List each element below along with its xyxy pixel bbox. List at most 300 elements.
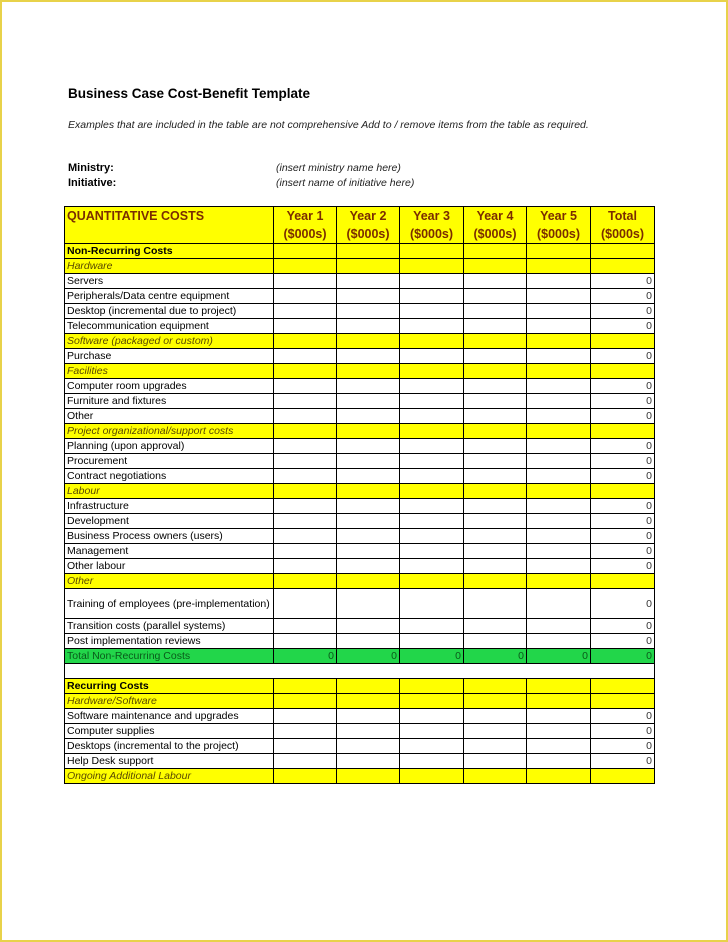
total-label: Total Non-Recurring Costs (65, 649, 274, 664)
value-cell[interactable] (527, 259, 591, 274)
value-cell[interactable] (400, 334, 464, 349)
value-cell[interactable] (400, 724, 464, 739)
header-total (591, 207, 655, 244)
value-cell[interactable] (274, 739, 337, 754)
value-cell[interactable] (591, 484, 655, 499)
value-cell[interactable] (527, 724, 591, 739)
table-row (65, 274, 655, 289)
value-cell[interactable] (337, 469, 400, 484)
row-label: Desktops (incremental to the project) (65, 739, 274, 754)
value-cell[interactable] (400, 694, 464, 709)
table-row (65, 724, 655, 739)
row-label: Computer supplies (65, 724, 274, 739)
value-cell[interactable] (400, 274, 464, 289)
subsection-header-row (65, 424, 655, 439)
value-cell[interactable] (337, 499, 400, 514)
table-row (65, 454, 655, 469)
value-cell[interactable] (400, 304, 464, 319)
value-cell[interactable] (464, 469, 527, 484)
value-cell[interactable] (274, 754, 337, 769)
row-total-cell: 0 (591, 709, 655, 724)
row-label: Other (65, 409, 274, 424)
initiative-value[interactable]: (insert name of initiative here) (276, 177, 415, 189)
row-label: Telecommunication equipment (65, 319, 274, 334)
value-cell[interactable] (527, 589, 591, 619)
value-cell[interactable] (274, 499, 337, 514)
value-cell[interactable] (527, 634, 591, 649)
subsection-header-row (65, 574, 655, 589)
value-cell[interactable] (337, 439, 400, 454)
subsection-header-row (65, 334, 655, 349)
page-title: Business Case Cost-Benefit Template (68, 86, 311, 101)
section-header-row (65, 679, 655, 694)
value-cell[interactable] (464, 589, 527, 619)
value-cell[interactable] (464, 754, 527, 769)
value-cell[interactable] (464, 439, 527, 454)
value-cell[interactable] (591, 424, 655, 439)
table-row (65, 499, 655, 514)
initiative-label: Initiative: (68, 177, 117, 189)
value-cell[interactable] (274, 259, 337, 274)
header-year-5-unit: ($000s) (536, 227, 581, 241)
table-row (65, 619, 655, 634)
total-value-cell: 0 (464, 649, 527, 664)
table-row (65, 514, 655, 529)
value-cell[interactable] (527, 244, 591, 259)
header-label: QUANTITATIVE COSTS (65, 207, 274, 244)
ministry-value[interactable]: (insert ministry name here) (276, 162, 401, 174)
value-cell[interactable] (274, 469, 337, 484)
value-cell[interactable] (527, 469, 591, 484)
row-total-cell: 0 (591, 379, 655, 394)
value-cell[interactable] (464, 259, 527, 274)
value-cell[interactable] (337, 409, 400, 424)
table-row (65, 394, 655, 409)
value-cell[interactable] (274, 574, 337, 589)
row-total-cell: 0 (591, 559, 655, 574)
value-cell[interactable] (591, 244, 655, 259)
row-total-cell: 0 (591, 304, 655, 319)
header-year-4-unit: ($000s) (473, 227, 517, 241)
value-cell[interactable] (527, 394, 591, 409)
quantitative-costs-table (64, 206, 655, 784)
value-cell[interactable] (464, 364, 527, 379)
header-total-unit: ($000s) (600, 227, 645, 241)
value-cell[interactable] (464, 274, 527, 289)
value-cell[interactable] (274, 394, 337, 409)
value-cell[interactable] (464, 304, 527, 319)
value-cell[interactable] (274, 274, 337, 289)
value-cell[interactable] (464, 514, 527, 529)
value-cell[interactable] (337, 544, 400, 559)
value-cell[interactable] (464, 529, 527, 544)
value-cell[interactable] (337, 589, 400, 619)
value-cell[interactable] (274, 454, 337, 469)
value-cell[interactable] (337, 739, 400, 754)
table-row (65, 544, 655, 559)
row-label: Development (65, 514, 274, 529)
subsection-header-row (65, 769, 655, 784)
value-cell[interactable] (274, 694, 337, 709)
header-year-4 (464, 207, 527, 244)
value-cell[interactable] (400, 349, 464, 364)
value-cell[interactable] (274, 709, 337, 724)
section-label: Non-Recurring Costs (65, 244, 274, 259)
value-cell[interactable] (274, 769, 337, 784)
value-cell[interactable] (400, 679, 464, 694)
value-cell[interactable] (274, 589, 337, 619)
value-cell[interactable] (274, 244, 337, 259)
row-total-cell: 0 (591, 529, 655, 544)
row-total-cell: 0 (591, 289, 655, 304)
row-label: Desktop (incremental due to project) (65, 304, 274, 319)
value-cell[interactable] (274, 379, 337, 394)
value-cell[interactable] (274, 349, 337, 364)
value-cell[interactable] (337, 484, 400, 499)
spacer-cell (65, 664, 655, 679)
value-cell[interactable] (527, 574, 591, 589)
value-cell[interactable] (464, 424, 527, 439)
value-cell[interactable] (527, 364, 591, 379)
subsection-header-row (65, 694, 655, 709)
value-cell[interactable] (337, 274, 400, 289)
row-label: Procurement (65, 454, 274, 469)
value-cell[interactable] (337, 289, 400, 304)
value-cell[interactable] (527, 694, 591, 709)
value-cell[interactable] (274, 409, 337, 424)
value-cell[interactable] (337, 559, 400, 574)
value-cell[interactable] (337, 334, 400, 349)
subsection-label: Hardware/Software (65, 694, 274, 709)
value-cell[interactable] (400, 769, 464, 784)
header-year-2-unit: ($000s) (346, 227, 390, 241)
table-row (65, 559, 655, 574)
value-cell[interactable] (274, 724, 337, 739)
subsection-header-row (65, 364, 655, 379)
value-cell[interactable] (337, 769, 400, 784)
section-label: Recurring Costs (65, 679, 274, 694)
header-year-2-title: Year 2 (349, 209, 387, 223)
value-cell[interactable] (337, 529, 400, 544)
header-year-4-title: Year 4 (476, 209, 514, 223)
value-cell[interactable] (337, 694, 400, 709)
value-cell[interactable] (464, 619, 527, 634)
value-cell[interactable] (527, 424, 591, 439)
row-total-cell: 0 (591, 514, 655, 529)
row-label: Purchase (65, 349, 274, 364)
value-cell[interactable] (274, 289, 337, 304)
total-row (65, 649, 655, 664)
value-cell[interactable] (464, 409, 527, 424)
row-total-cell: 0 (591, 589, 655, 619)
value-cell[interactable] (337, 754, 400, 769)
value-cell[interactable] (527, 274, 591, 289)
value-cell[interactable] (464, 739, 527, 754)
value-cell[interactable] (337, 574, 400, 589)
value-cell[interactable] (464, 559, 527, 574)
value-cell[interactable] (464, 289, 527, 304)
value-cell[interactable] (527, 289, 591, 304)
value-cell[interactable] (464, 319, 527, 334)
row-label: Peripherals/Data centre equipment (65, 289, 274, 304)
value-cell[interactable] (400, 244, 464, 259)
value-cell[interactable] (591, 769, 655, 784)
row-label: Infrastructure (65, 499, 274, 514)
total-value-cell: 0 (591, 649, 655, 664)
value-cell[interactable] (591, 259, 655, 274)
value-cell[interactable] (464, 634, 527, 649)
row-label: Transition costs (parallel systems) (65, 619, 274, 634)
row-total-cell: 0 (591, 544, 655, 559)
value-cell[interactable] (400, 289, 464, 304)
row-label: Planning (upon approval) (65, 439, 274, 454)
value-cell[interactable] (527, 739, 591, 754)
value-cell[interactable] (400, 574, 464, 589)
table-row (65, 319, 655, 334)
total-value-cell: 0 (274, 649, 337, 664)
row-total-cell: 0 (591, 724, 655, 739)
value-cell[interactable] (591, 694, 655, 709)
header-year-3-title: Year 3 (413, 209, 450, 223)
value-cell[interactable] (400, 469, 464, 484)
subsection-label: Other (65, 574, 274, 589)
table-row (65, 304, 655, 319)
subsection-label: Facilities (65, 364, 274, 379)
value-cell[interactable] (400, 544, 464, 559)
header-year-3-unit: ($000s) (409, 227, 454, 241)
value-cell[interactable] (337, 724, 400, 739)
value-cell[interactable] (337, 304, 400, 319)
value-cell[interactable] (527, 499, 591, 514)
value-cell[interactable] (464, 484, 527, 499)
value-cell[interactable] (400, 259, 464, 274)
value-cell[interactable] (400, 379, 464, 394)
value-cell[interactable] (274, 529, 337, 544)
row-label: Management (65, 544, 274, 559)
row-label: Computer room upgrades (65, 379, 274, 394)
total-value-cell: 0 (527, 649, 591, 664)
value-cell[interactable] (274, 619, 337, 634)
value-cell[interactable] (400, 514, 464, 529)
value-cell[interactable] (527, 484, 591, 499)
value-cell[interactable] (274, 484, 337, 499)
subsection-label: Software (packaged or custom) (65, 334, 274, 349)
table-row (65, 349, 655, 364)
table-row (65, 754, 655, 769)
table-body (65, 207, 655, 784)
header-year-1 (274, 207, 337, 244)
ministry-label: Ministry: (68, 162, 114, 174)
row-total-cell: 0 (591, 499, 655, 514)
row-total-cell: 0 (591, 454, 655, 469)
value-cell[interactable] (464, 544, 527, 559)
value-cell[interactable] (274, 514, 337, 529)
value-cell[interactable] (464, 709, 527, 724)
value-cell[interactable] (274, 304, 337, 319)
value-cell[interactable] (337, 319, 400, 334)
value-cell[interactable] (591, 364, 655, 379)
value-cell[interactable] (400, 739, 464, 754)
table-row (65, 634, 655, 649)
subsection-label: Ongoing Additional Labour (65, 769, 274, 784)
value-cell[interactable] (527, 454, 591, 469)
intro-text: Examples that are included in the table are not comprehensive Add to / remove items from the table as required. (68, 119, 589, 131)
header-year-3 (400, 207, 464, 244)
row-label: Furniture and fixtures (65, 394, 274, 409)
value-cell[interactable] (400, 589, 464, 619)
subsection-label: Hardware (65, 259, 274, 274)
value-cell[interactable] (527, 409, 591, 424)
value-cell[interactable] (400, 499, 464, 514)
table-row (65, 589, 655, 619)
value-cell[interactable] (337, 454, 400, 469)
table-row (65, 409, 655, 424)
row-total-cell: 0 (591, 619, 655, 634)
row-total-cell: 0 (591, 439, 655, 454)
value-cell[interactable] (400, 634, 464, 649)
value-cell[interactable] (527, 319, 591, 334)
value-cell[interactable] (527, 334, 591, 349)
value-cell[interactable] (464, 454, 527, 469)
row-label: Post implementation reviews (65, 634, 274, 649)
value-cell[interactable] (464, 334, 527, 349)
value-cell[interactable] (400, 454, 464, 469)
value-cell[interactable] (464, 574, 527, 589)
value-cell[interactable] (400, 409, 464, 424)
value-cell[interactable] (337, 379, 400, 394)
value-cell[interactable] (527, 619, 591, 634)
table-header-row (65, 207, 655, 244)
value-cell[interactable] (274, 364, 337, 379)
table-row (65, 379, 655, 394)
spacer-row (65, 664, 655, 679)
table-row (65, 289, 655, 304)
value-cell[interactable] (400, 394, 464, 409)
header-year-5 (527, 207, 591, 244)
subsection-header-row (65, 484, 655, 499)
value-cell[interactable] (591, 679, 655, 694)
value-cell[interactable] (464, 724, 527, 739)
row-total-cell: 0 (591, 274, 655, 289)
header-year-1-unit: ($000s) (283, 227, 327, 241)
row-total-cell: 0 (591, 469, 655, 484)
value-cell[interactable] (464, 679, 527, 694)
subsection-header-row (65, 259, 655, 274)
value-cell[interactable] (527, 754, 591, 769)
value-cell[interactable] (400, 439, 464, 454)
header-year-5-title: Year 5 (540, 209, 577, 223)
row-total-cell: 0 (591, 394, 655, 409)
value-cell[interactable] (274, 634, 337, 649)
row-label: Servers (65, 274, 274, 289)
header-year-1-title: Year 1 (286, 209, 324, 223)
value-cell[interactable] (527, 439, 591, 454)
table-row (65, 739, 655, 754)
value-cell[interactable] (337, 244, 400, 259)
value-cell[interactable] (337, 364, 400, 379)
row-total-cell: 0 (591, 409, 655, 424)
value-cell[interactable] (400, 364, 464, 379)
value-cell[interactable] (527, 349, 591, 364)
table-row (65, 439, 655, 454)
section-header-row (65, 244, 655, 259)
value-cell[interactable] (527, 709, 591, 724)
value-cell[interactable] (527, 544, 591, 559)
value-cell[interactable] (464, 769, 527, 784)
value-cell[interactable] (337, 349, 400, 364)
value-cell[interactable] (464, 349, 527, 364)
value-cell[interactable] (464, 244, 527, 259)
value-cell[interactable] (337, 424, 400, 439)
row-total-cell: 0 (591, 634, 655, 649)
value-cell[interactable] (527, 304, 591, 319)
value-cell[interactable] (591, 574, 655, 589)
value-cell[interactable] (591, 334, 655, 349)
table-row (65, 529, 655, 544)
value-cell[interactable] (400, 559, 464, 574)
row-total-cell: 0 (591, 754, 655, 769)
value-cell[interactable] (337, 394, 400, 409)
value-cell[interactable] (527, 514, 591, 529)
value-cell[interactable] (274, 679, 337, 694)
value-cell[interactable] (464, 694, 527, 709)
value-cell[interactable] (337, 634, 400, 649)
value-cell[interactable] (527, 679, 591, 694)
row-label: Contract negotiations (65, 469, 274, 484)
value-cell[interactable] (337, 679, 400, 694)
value-cell[interactable] (337, 514, 400, 529)
value-cell[interactable] (274, 559, 337, 574)
value-cell[interactable] (400, 754, 464, 769)
value-cell[interactable] (274, 544, 337, 559)
value-cell[interactable] (527, 529, 591, 544)
total-value-cell: 0 (337, 649, 400, 664)
value-cell[interactable] (464, 379, 527, 394)
value-cell[interactable] (527, 379, 591, 394)
value-cell[interactable] (337, 619, 400, 634)
value-cell[interactable] (400, 319, 464, 334)
table-row (65, 469, 655, 484)
value-cell[interactable] (337, 709, 400, 724)
row-total-cell: 0 (591, 319, 655, 334)
header-total-title: Total (608, 209, 637, 223)
value-cell[interactable] (400, 484, 464, 499)
value-cell[interactable] (527, 559, 591, 574)
value-cell[interactable] (337, 259, 400, 274)
value-cell[interactable] (464, 394, 527, 409)
value-cell[interactable] (400, 709, 464, 724)
row-label: Help Desk support (65, 754, 274, 769)
row-label: Other labour (65, 559, 274, 574)
value-cell[interactable] (274, 424, 337, 439)
row-label: Software maintenance and upgrades (65, 709, 274, 724)
value-cell[interactable] (464, 499, 527, 514)
row-label: Business Process owners (users) (65, 529, 274, 544)
value-cell[interactable] (400, 619, 464, 634)
subsection-label: Labour (65, 484, 274, 499)
table-row (65, 709, 655, 724)
value-cell[interactable] (274, 439, 337, 454)
value-cell[interactable] (400, 424, 464, 439)
value-cell[interactable] (274, 319, 337, 334)
value-cell[interactable] (274, 334, 337, 349)
row-total-cell: 0 (591, 739, 655, 754)
value-cell[interactable] (400, 529, 464, 544)
value-cell[interactable] (527, 769, 591, 784)
total-value-cell: 0 (400, 649, 464, 664)
header-year-2 (337, 207, 400, 244)
row-total-cell: 0 (591, 349, 655, 364)
